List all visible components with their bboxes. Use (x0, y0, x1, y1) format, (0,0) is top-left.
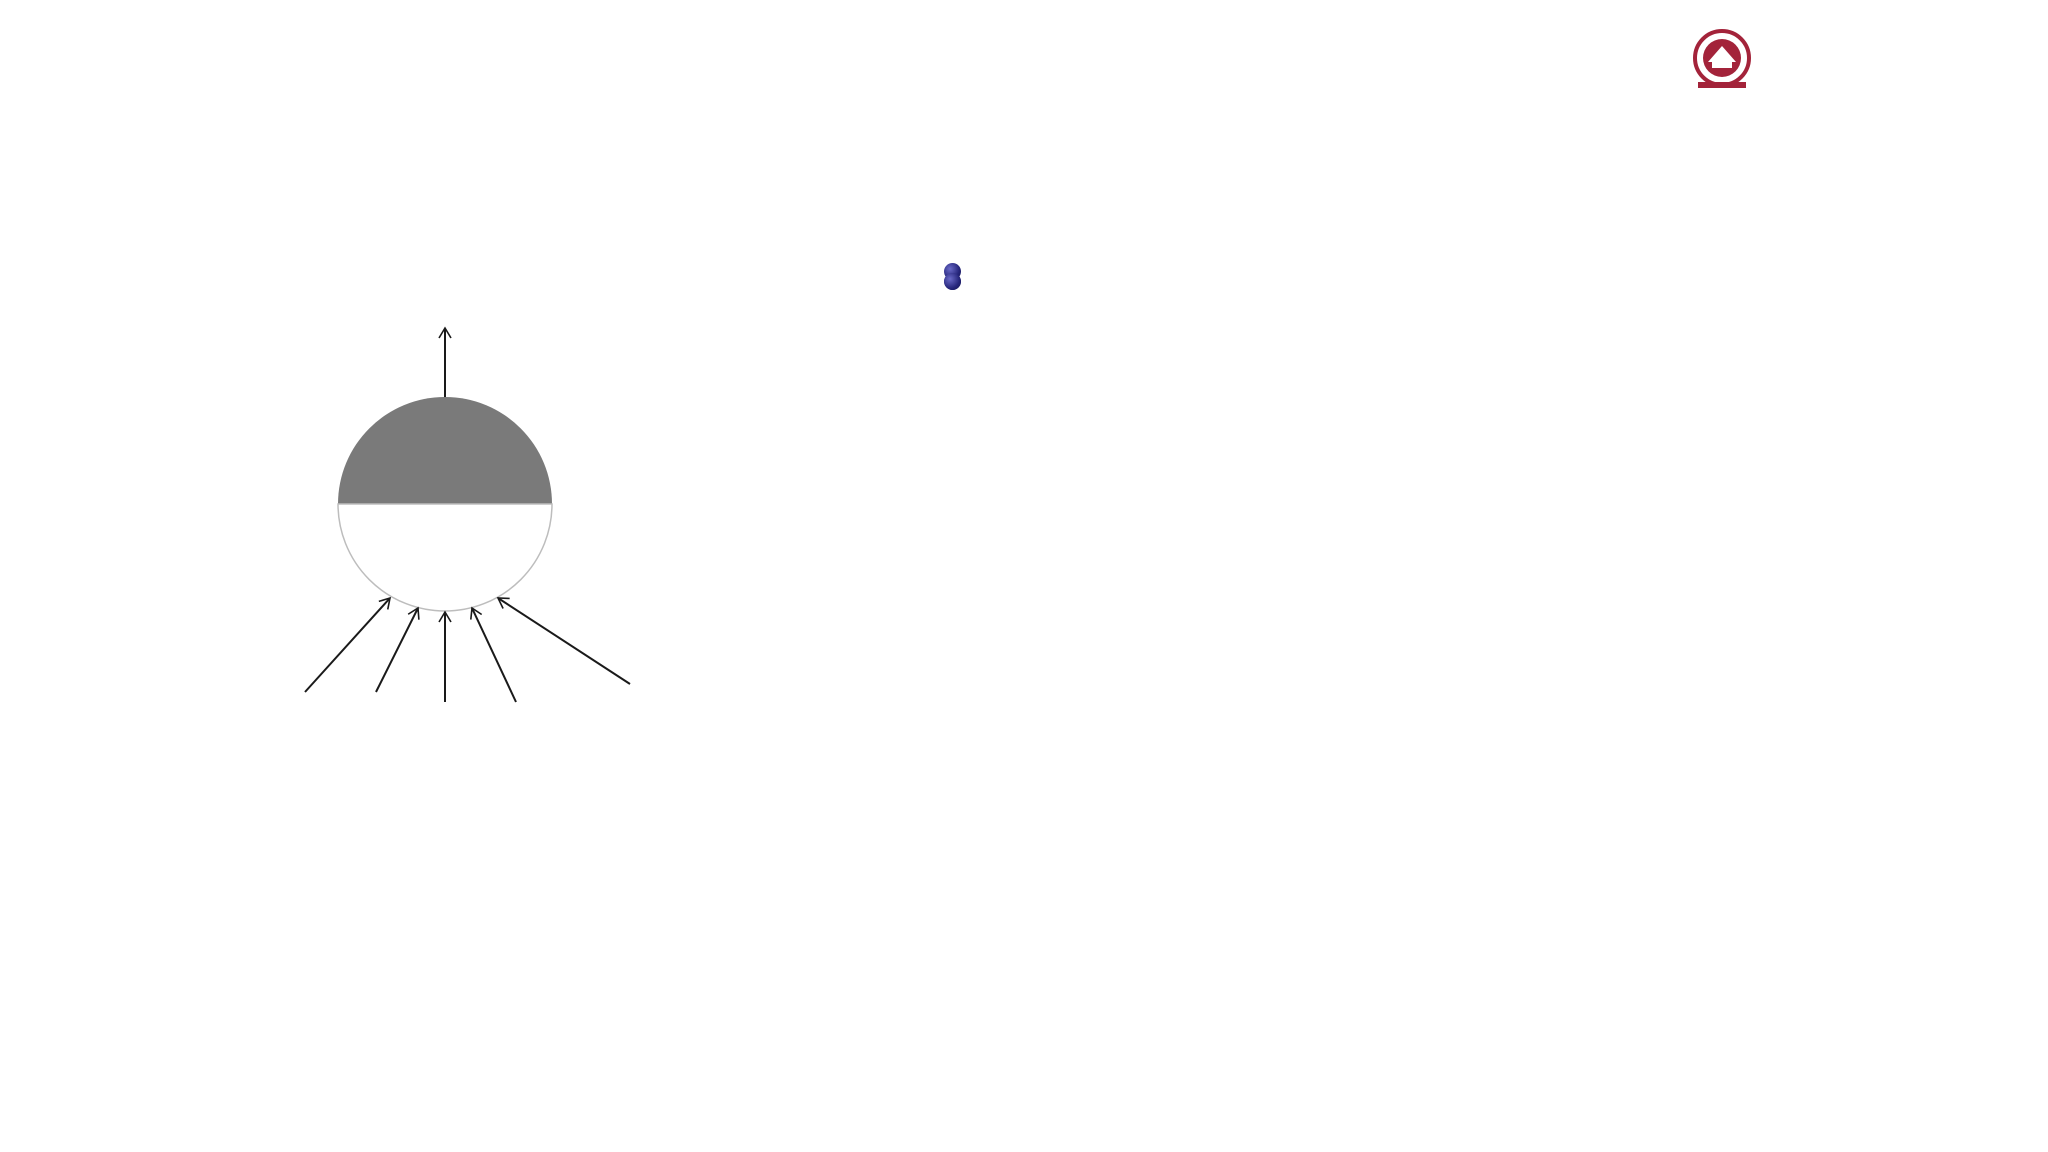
input-arrow-4 (472, 608, 516, 702)
input-arrow-2 (376, 608, 418, 692)
neuron-diagram-svg (240, 240, 840, 760)
input-arrow-5 (498, 598, 630, 684)
amrita-logo (1690, 24, 2030, 96)
amrita-emblem-icon (1690, 28, 1754, 92)
neuron-top-half-f (338, 397, 552, 504)
neuron-bottom-half-g (338, 504, 552, 611)
input-arrow-1 (305, 598, 390, 692)
bullet-dot-icon (944, 273, 961, 290)
bullet-list (940, 246, 1800, 256)
mcculloch-pitts-neuron-diagram (240, 240, 840, 760)
